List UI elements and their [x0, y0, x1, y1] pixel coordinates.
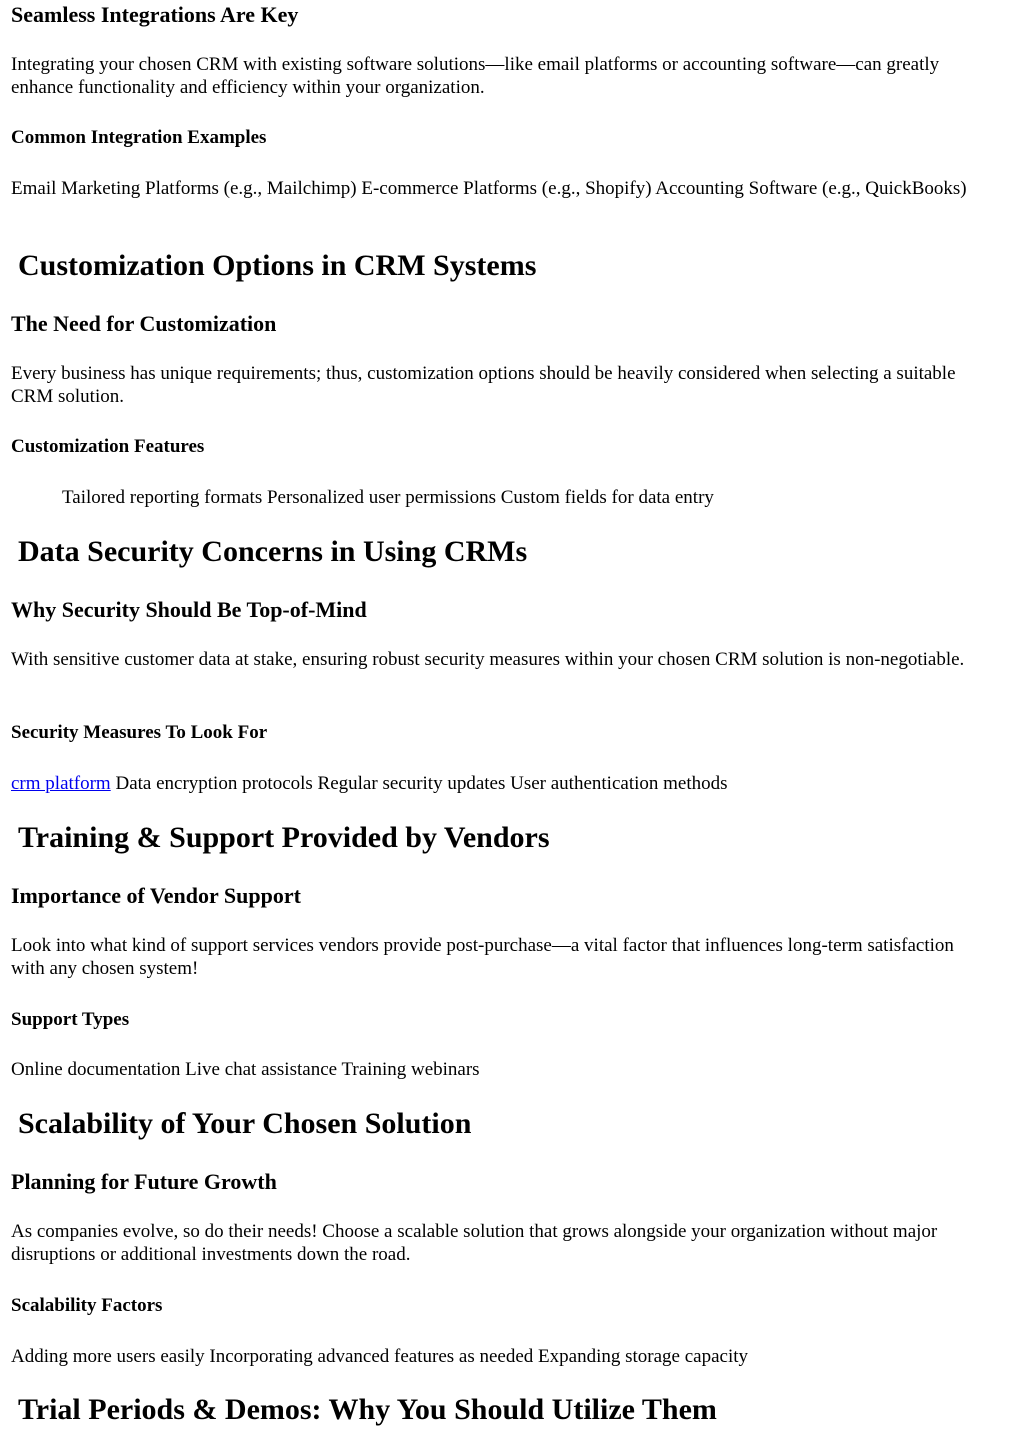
scalability-subheading: Scalability Factors [11, 1295, 163, 1316]
integrations-paragraph: Integrating your chosen CRM with existing software solutions—like email platforms or accounting software—can greatly enhance functionality and efficiency within your organization. [11, 54, 940, 98]
security-heading: Why Security Should Be Top-of-Mind [11, 597, 367, 622]
scalability-paragraph: As companies evolve, so do their needs! Choose a scalable solution that grows alongside your organization without major disruptions or additional investments down the road. [11, 1221, 938, 1265]
customization-paragraph: Every business has unique requirements; thus, customization options should be heavily considered when selecting a suitable CRM solution. [11, 363, 956, 407]
security-list-items: Data encryption protocols Regular security updates User authentication methods [110, 773, 728, 794]
security-paragraph: With sensitive customer data at stake, ensuring robust security measures within your chosen CRM solution is non-negotiable. [11, 649, 965, 670]
support-subheading: Support Types [11, 1009, 130, 1030]
crm-platform-link[interactable]: crm platform [11, 773, 111, 794]
customization-title: Customization Options in CRM Systems [18, 249, 537, 282]
support-paragraph: Look into what kind of support services vendors provide post-purchase—a vital factor that influences long-term satisfaction with any chosen system! [11, 935, 954, 979]
integrations-list: Email Marketing Platforms (e.g., Mailchimp) E-commerce Platforms (e.g., Shopify) Accounting Software (e.g., QuickBooks) [11, 178, 967, 199]
security-title: Data Security Concerns in Using CRMs [18, 535, 528, 568]
security-list [11, 772, 986, 795]
integrations-subheading: Common Integration Examples [11, 127, 267, 148]
support-heading: Importance of Vendor Support [11, 883, 301, 908]
scalability-title: Scalability of Your Chosen Solution [18, 1107, 472, 1140]
security-subheading: Security Measures To Look For [11, 722, 268, 743]
scalability-list: Adding more users easily Incorporating advanced features as needed Expanding storage capacity [11, 1346, 749, 1367]
support-title: Training & Support Provided by Vendors [18, 821, 550, 854]
integrations-heading: Seamless Integrations Are Key [11, 2, 299, 27]
scalability-heading: Planning for Future Growth [11, 1169, 277, 1194]
customization-subheading: Customization Features [11, 436, 205, 457]
customization-list: Tailored reporting formats Personalized user permissions Custom fields for data entry [62, 487, 714, 508]
trial-title: Trial Periods & Demos: Why You Should Utilize Them [18, 1393, 717, 1426]
support-list: Online documentation Live chat assistance Training webinars [11, 1059, 480, 1080]
customization-heading: The Need for Customization [11, 311, 277, 336]
